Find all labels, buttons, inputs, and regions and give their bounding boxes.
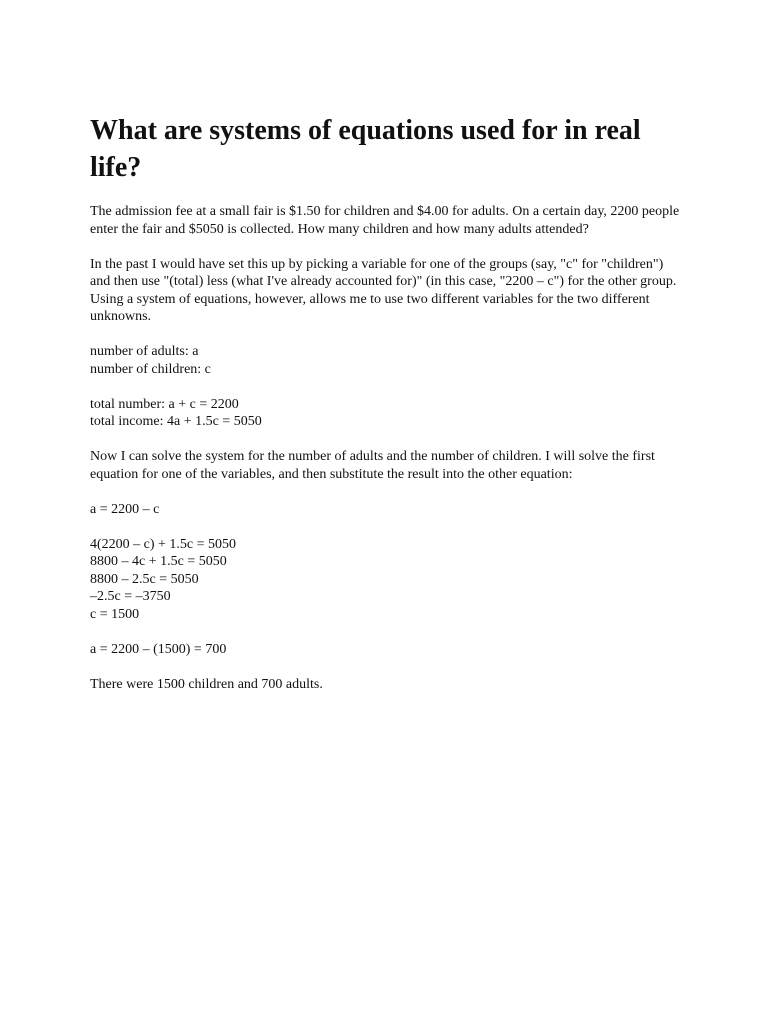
- approach-paragraph: In the past I would have set this up by picking a variable for one of the groups (say, "c" for "children") and then use "(total) less (what I've already accounted for)" (in this case, "2200 – c") for the other group. Using a system of equations, however, allows me to use two different variables for the two different unknowns.: [90, 256, 677, 324]
- variable-children: number of children: c: [90, 361, 211, 377]
- substitution-steps: [90, 536, 680, 624]
- substitution-step: 4(2200 – c) + 1.5c = 5050: [90, 536, 237, 552]
- substitution-step: –2.5c = –3750: [90, 589, 171, 604]
- back-substitution-block: [90, 641, 680, 659]
- isolate-step: a = 2200 – c: [90, 501, 160, 517]
- page-title: What are systems of equations used for in real life?: [90, 115, 641, 183]
- equation-total-income: total income: 4a + 1.5c = 5050: [90, 414, 262, 429]
- isolate-step-block: [90, 501, 680, 519]
- document-page: [90, 112, 680, 711]
- equation-system: [90, 396, 680, 431]
- intro-paragraph: The admission fee at a small fair is $1.50 for children and $4.00 for adults. On a certain day, 2200 people enter the fair and $5050 is collected. How many children and how many adults attended?: [90, 204, 680, 237]
- substitution-step: 8800 – 4c + 1.5c = 5050: [90, 554, 227, 569]
- substitution-step: c = 1500: [90, 606, 140, 622]
- document-body: [90, 203, 680, 693]
- conclusion: There were 1500 children and 700 adults.: [90, 676, 323, 692]
- back-substitution: a = 2200 – (1500) = 700: [90, 641, 227, 657]
- substitution-step: 8800 – 2.5c = 5050: [90, 571, 199, 587]
- variable-adults: number of adults: a: [90, 344, 199, 359]
- variable-definitions: [90, 343, 680, 378]
- solve-paragraph: Now I can solve the system for the number of adults and the number of children. I will solve the first equation for one of the variables, and then substitute the result into the other equation:: [90, 449, 655, 482]
- equation-total-number: total number: a + c = 2200: [90, 396, 239, 412]
